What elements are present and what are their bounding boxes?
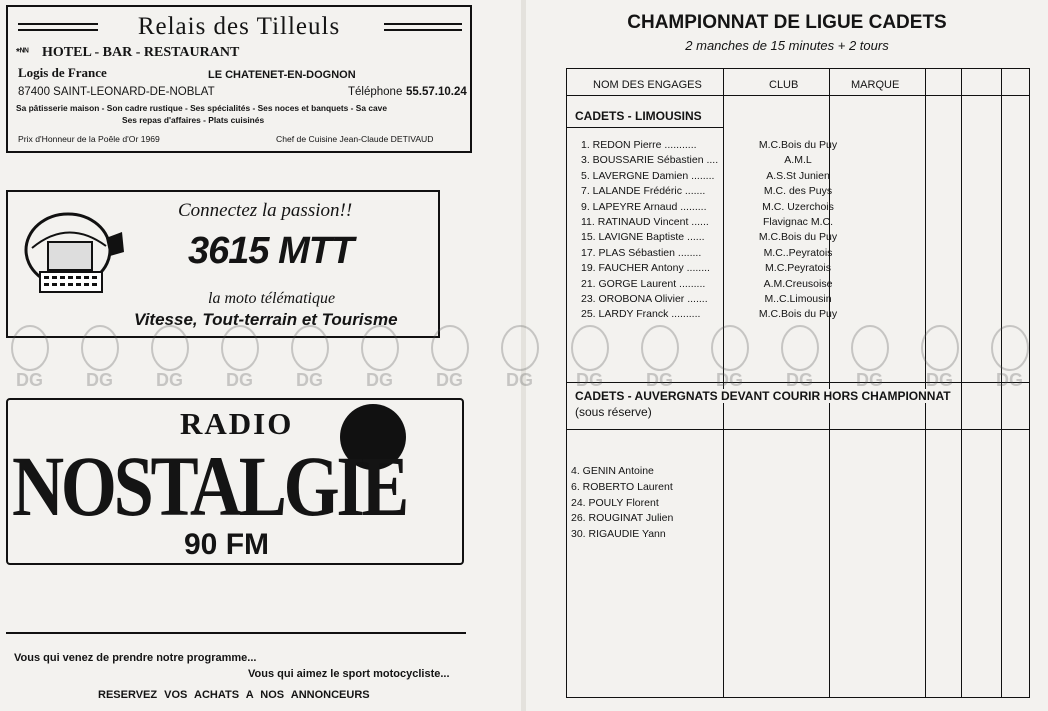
- footer-line2: Vous qui aimez le sport motocycliste...: [248, 668, 450, 680]
- relais-phone-label: Téléphone: [348, 86, 403, 98]
- entry-name: 9. LAPEYRE Arnaud .........: [581, 200, 707, 213]
- watermark-label: DG: [366, 370, 393, 390]
- entry-club: A.S.St Junien: [766, 169, 830, 182]
- col-line-5: [1001, 69, 1002, 697]
- minitel-slogan: Connectez la passion!!: [178, 200, 353, 221]
- relais-services: HOTEL - BAR - RESTAURANT: [42, 45, 240, 60]
- entry-name: 21. GORGE Laurent .........: [581, 277, 706, 290]
- watermark-label: DG: [996, 370, 1023, 390]
- entry-table: [566, 68, 1030, 698]
- watermark-label: DG: [646, 370, 673, 390]
- entry-name: 30. RIGAUDIE Yann: [571, 528, 666, 541]
- radio-frequency: 90 FM: [184, 528, 270, 561]
- entry-club: M..C.Limousin: [764, 293, 832, 305]
- entry-name: 1. REDON Pierre ...........: [581, 139, 697, 151]
- entry-name: 26. ROUGINAT Julien: [571, 512, 674, 525]
- watermark-label: DG: [16, 370, 43, 390]
- entry-name: 4. GENIN Antoine: [571, 465, 654, 477]
- entry-club: M.C..Peyratois: [763, 246, 833, 259]
- header-rule: [567, 95, 1029, 96]
- entry-club: M.C.Bois du Puy: [758, 139, 838, 151]
- radio-name: NOSTALGIE: [12, 438, 406, 534]
- radio-ad: [6, 398, 464, 565]
- footer-rule: [6, 632, 466, 634]
- right-page: [526, 0, 1048, 711]
- entry-club: M.C.Bois du Puy: [758, 308, 838, 321]
- col-line-1: [723, 69, 724, 697]
- entry-name: 15. LAVIGNE Baptiste ......: [581, 231, 705, 244]
- header-club: CLUB: [769, 79, 799, 91]
- watermark-label: DG: [786, 370, 813, 390]
- col-line-3: [925, 69, 926, 697]
- relais-address: 87400 SAINT-LEONARD-DE-NOBLAT: [18, 86, 215, 98]
- relais-label: Logis de France: [18, 65, 107, 80]
- section1-rule: [567, 127, 723, 128]
- relais-ad: [6, 5, 472, 153]
- minitel-line2: Vitesse, Tout-terrain et Tourisme: [134, 310, 398, 329]
- right-subtitle: 2 manches de 15 minutes + 2 tours: [685, 38, 889, 53]
- minitel-ad: [6, 190, 440, 338]
- col-line-4: [961, 69, 962, 697]
- entry-name: 11. RATINAUD Vincent ......: [581, 216, 709, 228]
- watermark-label: DG: [926, 370, 953, 390]
- footer-line1: Vous qui venez de prendre notre programme...: [14, 652, 257, 664]
- radio-word: RADIO: [180, 406, 294, 441]
- entry-name: 23. OROBONA Olivier .......: [581, 293, 708, 305]
- watermark-label: DG: [156, 370, 183, 390]
- relais-specialties-1: Sa pâtisserie maison - Son cadre rustique - Ses spécialités - Ses noces et banquets - Sa cave: [16, 103, 387, 113]
- watermark-label: DG: [576, 370, 603, 390]
- section-limousins: CADETS - LIMOUSINS: [575, 109, 706, 123]
- section2-top-rule: [567, 382, 1029, 383]
- entry-club: A.M.L: [784, 154, 812, 167]
- entry-club: M.C.Peyratois: [765, 262, 831, 275]
- minitel-line1: la moto télématique: [208, 290, 336, 307]
- left-page: [0, 0, 522, 711]
- entry-name: 3. BOUSSARIE Sébastien ....: [581, 154, 719, 167]
- watermark-label: DG: [436, 370, 463, 390]
- section-auvergnats: CADETS - AUVERGNATS DEVANT COURIR HORS CHAMPIONNAT: [575, 389, 951, 403]
- header-name: NOM DES ENGAGES: [593, 79, 702, 91]
- entry-club: Flavignac M.C.: [762, 216, 834, 228]
- entry-club: M.C. des Puys: [763, 185, 833, 198]
- relais-chef: Chef de Cuisine Jean-Claude DETIVAUD: [276, 134, 434, 144]
- entry-name: 17. PLAS Sébastien ........: [581, 246, 702, 259]
- relais-specialties-2: Ses repas d'affaires - Plats cuisinés: [122, 115, 265, 125]
- relais-phone: 55.57.10.24: [406, 86, 467, 98]
- right-title: CHAMPIONNAT DE LIGUE CADETS: [627, 12, 947, 33]
- watermark-label: DG: [716, 370, 743, 390]
- entry-club: M.C. Uzerchois: [762, 200, 834, 213]
- entry-name: 7. LALANDE Frédéric .......: [581, 185, 706, 198]
- minitel-helmet-illustration: [18, 208, 130, 298]
- watermark-label: DG: [86, 370, 113, 390]
- header-marque: MARQUE: [851, 79, 900, 91]
- entry-name: 25. LARDY Franck ..........: [581, 308, 701, 321]
- footer-line3: RESERVEZ VOS ACHATS A NOS ANNONCEURS: [98, 689, 370, 701]
- relais-stars: *ᴺᴺ: [16, 47, 29, 58]
- entry-name: 24. POULY Florent: [571, 496, 659, 509]
- entry-name: 19. FAUCHER Antony ........: [581, 262, 710, 275]
- section2-bottom-rule: [567, 429, 1029, 430]
- section-auvergnats-note: (sous réserve): [575, 405, 652, 419]
- watermark-label: DG: [506, 370, 533, 390]
- relais-prize: Prix d'Honneur de la Poêle d'Or 1969: [18, 134, 160, 144]
- entry-name: 6. ROBERTO Laurent: [571, 480, 673, 493]
- relais-location: LE CHATENET-EN-DOGNON: [208, 69, 356, 81]
- minitel-code: 3615 MTT: [188, 230, 354, 272]
- watermark-label: DG: [296, 370, 323, 390]
- relais-title: Relais des Tilleuls: [137, 13, 341, 40]
- entry-club: A.M.Creusoise: [763, 277, 833, 290]
- entry-name: 5. LAVERGNE Damien ........: [581, 169, 715, 182]
- watermark-label: DG: [856, 370, 883, 390]
- entry-club: M.C.Bois du Puy: [758, 231, 838, 244]
- watermark-label: DG: [226, 370, 253, 390]
